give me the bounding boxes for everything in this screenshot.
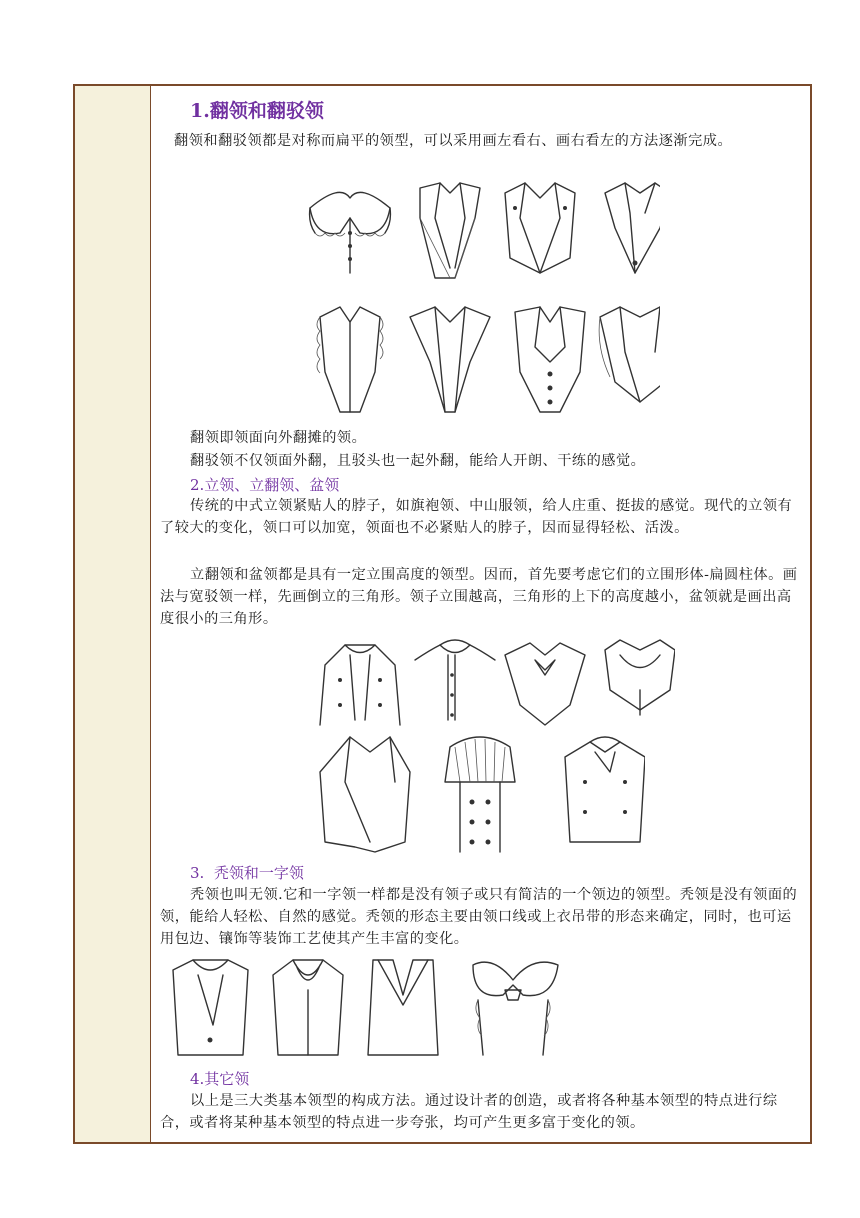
collar-illustrations-row-3	[315, 635, 675, 730]
section-4-title: 4.其它领	[190, 1070, 250, 1088]
collar-illustrations-row-5	[168, 955, 588, 1065]
section-2-para-1: 传统的中式立领紧贴人的脖子，如旗袍领、中山服领，给人庄重、挺拔的感觉。现代的立领有了较大的变化，领口可以加宽，领面也不必紧贴人的脖子，因而显得轻松、活泼。	[160, 498, 793, 536]
section-1-intro: 翻领和翻驳领都是对称而扁平的领型，可以采用画左看右、画右看左的方法逐渐完成。	[174, 133, 733, 149]
section-2-title: 2.立领、立翻领、盆领	[190, 476, 340, 494]
section-1-def-1: 翻领即领面向外翻摊的领。	[190, 430, 367, 446]
section-4-para-1: 以上是三大类基本领型的构成方法。通过设计者的创造，或者将各种基本领型的特点进行综合，或者将某种基本领型的特点进一步夸张，均可产生更多富于变化的领。	[160, 1093, 778, 1131]
left-column	[75, 86, 151, 1142]
section-1-def-2: 翻驳领不仅领面外翻，且驳头也一起外翻，能给人开朗、干练的感觉。	[190, 453, 646, 469]
collar-illustrations-row-4	[315, 732, 645, 857]
section-1-title: 1.翻领和翻驳领	[190, 100, 324, 122]
collar-illustrations-row-1	[300, 178, 660, 288]
section-3-para-1: 秃领也叫无领.它和一字领一样都是没有领子或只有简洁的一个领边的领型。秃领是没有领面的领，能给人轻松、自然的感觉。秃领的形态主要由领口线或上衣吊带的形态来确定，同时，也可运用包边、镶饰等装饰工艺使其产生丰富的变化。	[160, 887, 798, 947]
section-3-title: 3. 秃领和一字领	[190, 864, 304, 882]
section-2-para-2: 立翻领和盆领都是具有一定立围高度的领型。因而，首先要考虑它们的立围形体-扁圆柱体。画法与宽驳领一样，先画倒立的三角形。领子立围越高，三角形的上下的高度越小，盆领就是画出高度很小的三角形。	[160, 567, 798, 627]
collar-illustrations-row-2	[300, 302, 660, 417]
